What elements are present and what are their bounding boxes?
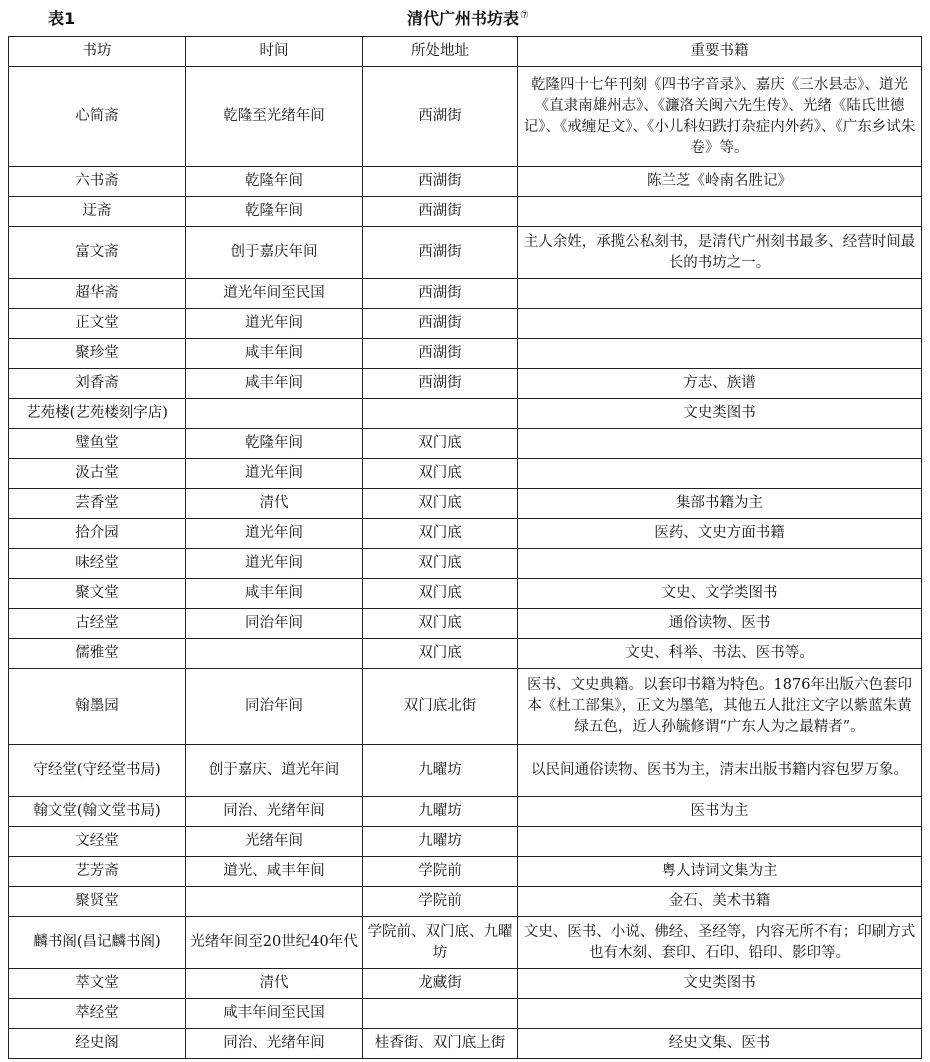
cell-shop: 富文斋 — [9, 227, 186, 279]
cell-address: 西湖街 — [363, 369, 518, 399]
cell-shop: 聚珍堂 — [9, 339, 186, 369]
cell-address: 西湖街 — [363, 197, 518, 227]
cell-time: 同治年间 — [186, 609, 363, 639]
cell-time: 乾隆年间 — [186, 429, 363, 459]
cell-address: 双门底北街 — [363, 669, 518, 745]
cell-time: 创于嘉庆年间 — [186, 227, 363, 279]
cell-books: 通俗读物、医书 — [518, 609, 922, 639]
cell-address: 桂香街、双门底上街 — [363, 1029, 518, 1059]
cell-address: 双门底 — [363, 459, 518, 489]
cell-shop: 超华斋 — [9, 279, 186, 309]
cell-address: 学院前 — [363, 887, 518, 917]
table-row — [9, 67, 922, 167]
cell-shop: 守经堂(守经堂书局) — [9, 745, 186, 797]
table-title-text: 清代广州书坊表 — [407, 9, 520, 28]
cell-time — [186, 399, 363, 429]
cell-time: 乾隆年间 — [186, 197, 363, 227]
cell-shop: 味经堂 — [9, 549, 186, 579]
table-row — [9, 167, 922, 197]
cell-books — [518, 429, 922, 459]
cell-shop: 心简斋 — [9, 67, 186, 167]
table-row — [9, 745, 922, 797]
cell-time: 同治、光绪年间 — [186, 1029, 363, 1059]
cell-shop: 六书斋 — [9, 167, 186, 197]
cell-books — [518, 999, 922, 1029]
cell-shop: 艺苑楼(艺苑楼刻字店) — [9, 399, 186, 429]
cell-time — [186, 639, 363, 669]
table-row — [9, 827, 922, 857]
cell-time: 清代 — [186, 969, 363, 999]
cell-address: 九曜坊 — [363, 827, 518, 857]
cell-address: 双门底 — [363, 609, 518, 639]
table-row — [9, 969, 922, 999]
cell-address: 双门底 — [363, 549, 518, 579]
table-row — [9, 309, 922, 339]
table-row — [9, 609, 922, 639]
col-header-books: 重要书籍 — [518, 37, 922, 67]
cell-shop: 翰文堂(翰文堂书局) — [9, 797, 186, 827]
cell-address: 西湖街 — [363, 339, 518, 369]
table-row — [9, 489, 922, 519]
cell-books: 文史、文学类图书 — [518, 579, 922, 609]
cell-address — [363, 399, 518, 429]
cell-time: 咸丰年间 — [186, 369, 363, 399]
cell-books — [518, 309, 922, 339]
col-header-time: 时间 — [186, 37, 363, 67]
cell-shop: 芸香堂 — [9, 489, 186, 519]
cell-books: 文史、科举、书法、医书等。 — [518, 639, 922, 669]
footnote-mark: ⑦ — [520, 9, 529, 21]
cell-address: 西湖街 — [363, 279, 518, 309]
table-row — [9, 917, 922, 969]
cell-address: 学院前、双门底、九曜坊 — [363, 917, 518, 969]
cell-time: 咸丰年间 — [186, 339, 363, 369]
cell-time: 同治年间 — [186, 669, 363, 745]
cell-address: 学院前 — [363, 857, 518, 887]
table-row — [9, 519, 922, 549]
table-row — [9, 369, 922, 399]
cell-time: 清代 — [186, 489, 363, 519]
cell-address: 双门底 — [363, 429, 518, 459]
cell-books: 医书、文史典籍。以套印书籍为特色。1876年出版六色套印本《杜工部集》，正文为墨笔，其他五人批注文字以紫蓝朱黄绿五色，近人孙毓修谓“广东人为之最精者”。 — [518, 669, 922, 745]
cell-time: 道光年间 — [186, 549, 363, 579]
cell-books — [518, 279, 922, 309]
table-label: 表1 — [48, 9, 76, 28]
cell-shop: 麟书阁(昌记麟书阁) — [9, 917, 186, 969]
cell-time: 乾隆年间 — [186, 167, 363, 197]
cell-time: 道光年间 — [186, 519, 363, 549]
cell-time — [186, 887, 363, 917]
cell-books: 医书为主 — [518, 797, 922, 827]
cell-time: 光绪年间至20世纪40年代 — [186, 917, 363, 969]
cell-books: 文史、医书、小说、佛经、圣经等，内容无所不有；印刷方式也有木刻、套印、石印、铅印、影印等。 — [518, 917, 922, 969]
table-row — [9, 549, 922, 579]
cell-shop: 刘香斋 — [9, 369, 186, 399]
table-row — [9, 399, 922, 429]
table-header-row — [9, 37, 922, 67]
cell-time: 道光年间 — [186, 459, 363, 489]
cell-address: 西湖街 — [363, 167, 518, 197]
cell-shop: 萃文堂 — [9, 969, 186, 999]
cell-time: 乾隆至光绪年间 — [186, 67, 363, 167]
table-row — [9, 227, 922, 279]
table-row — [9, 797, 922, 827]
table-row — [9, 887, 922, 917]
table-row — [9, 279, 922, 309]
cell-address: 九曜坊 — [363, 797, 518, 827]
bookshop-table — [8, 36, 922, 1059]
cell-shop: 迂斋 — [9, 197, 186, 227]
col-header-shop: 书坊 — [9, 37, 186, 67]
cell-books — [518, 549, 922, 579]
cell-books — [518, 197, 922, 227]
cell-shop: 聚贤堂 — [9, 887, 186, 917]
cell-time: 咸丰年间至民国 — [186, 999, 363, 1029]
cell-address: 西湖街 — [363, 227, 518, 279]
cell-address: 双门底 — [363, 639, 518, 669]
cell-shop: 古经堂 — [9, 609, 186, 639]
table-row — [9, 669, 922, 745]
table-body — [9, 67, 922, 1059]
cell-shop: 正文堂 — [9, 309, 186, 339]
cell-shop: 经史阁 — [9, 1029, 186, 1059]
table-row — [9, 579, 922, 609]
cell-books — [518, 459, 922, 489]
cell-time: 道光年间 — [186, 309, 363, 339]
table-row — [9, 197, 922, 227]
cell-books: 方志、族谱 — [518, 369, 922, 399]
cell-time: 咸丰年间 — [186, 579, 363, 609]
cell-time: 道光、咸丰年间 — [186, 857, 363, 887]
cell-time: 同治、光绪年间 — [186, 797, 363, 827]
cell-books: 以民间通俗读物、医书为主，清末出版书籍内容包罗万象。 — [518, 745, 922, 797]
cell-shop: 萃经堂 — [9, 999, 186, 1029]
cell-address — [363, 999, 518, 1029]
cell-address: 双门底 — [363, 519, 518, 549]
cell-books: 粤人诗词文集为主 — [518, 857, 922, 887]
cell-books: 文史类图书 — [518, 399, 922, 429]
cell-time: 道光年间至民国 — [186, 279, 363, 309]
col-header-address: 所处地址 — [363, 37, 518, 67]
cell-shop: 璧鱼堂 — [9, 429, 186, 459]
cell-books: 医药、文史方面书籍 — [518, 519, 922, 549]
cell-address: 双门底 — [363, 489, 518, 519]
cell-shop: 汲古堂 — [9, 459, 186, 489]
cell-books: 乾隆四十七年刊刻《四书字音录》、嘉庆《三水县志》、道光《直隶南雄州志》、《濂洛关闽六先生传》、光绪《陆氏世德记》、《戒缠足文》、《小儿科妇跌打杂症内外药》、《广东乡试朱卷》等。 — [518, 67, 922, 167]
table-row — [9, 429, 922, 459]
cell-books — [518, 827, 922, 857]
table-header — [0, 0, 930, 36]
cell-shop: 聚文堂 — [9, 579, 186, 609]
table-row — [9, 1029, 922, 1059]
cell-shop: 拾介园 — [9, 519, 186, 549]
cell-time: 创于嘉庆、道光年间 — [186, 745, 363, 797]
table-row — [9, 857, 922, 887]
cell-address: 九曜坊 — [363, 745, 518, 797]
cell-shop: 文经堂 — [9, 827, 186, 857]
table-row — [9, 459, 922, 489]
table-title — [0, 6, 930, 29]
cell-books: 金石、美术书籍 — [518, 887, 922, 917]
cell-shop: 儒雅堂 — [9, 639, 186, 669]
cell-books: 文史类图书 — [518, 969, 922, 999]
cell-books: 集部书籍为主 — [518, 489, 922, 519]
cell-address: 龙藏街 — [363, 969, 518, 999]
cell-address: 西湖街 — [363, 309, 518, 339]
cell-books: 经史文集、医书 — [518, 1029, 922, 1059]
cell-address: 西湖街 — [363, 67, 518, 167]
table-row — [9, 999, 922, 1029]
cell-books: 主人余姓，承揽公私刻书，是清代广州刻书最多、经营时间最长的书坊之一。 — [518, 227, 922, 279]
table-row — [9, 339, 922, 369]
table-row — [9, 639, 922, 669]
cell-time: 光绪年间 — [186, 827, 363, 857]
cell-shop: 艺芳斋 — [9, 857, 186, 887]
cell-address: 双门底 — [363, 579, 518, 609]
cell-shop: 翰墨园 — [9, 669, 186, 745]
cell-books: 陈兰芝《岭南名胜记》 — [518, 167, 922, 197]
cell-books — [518, 339, 922, 369]
